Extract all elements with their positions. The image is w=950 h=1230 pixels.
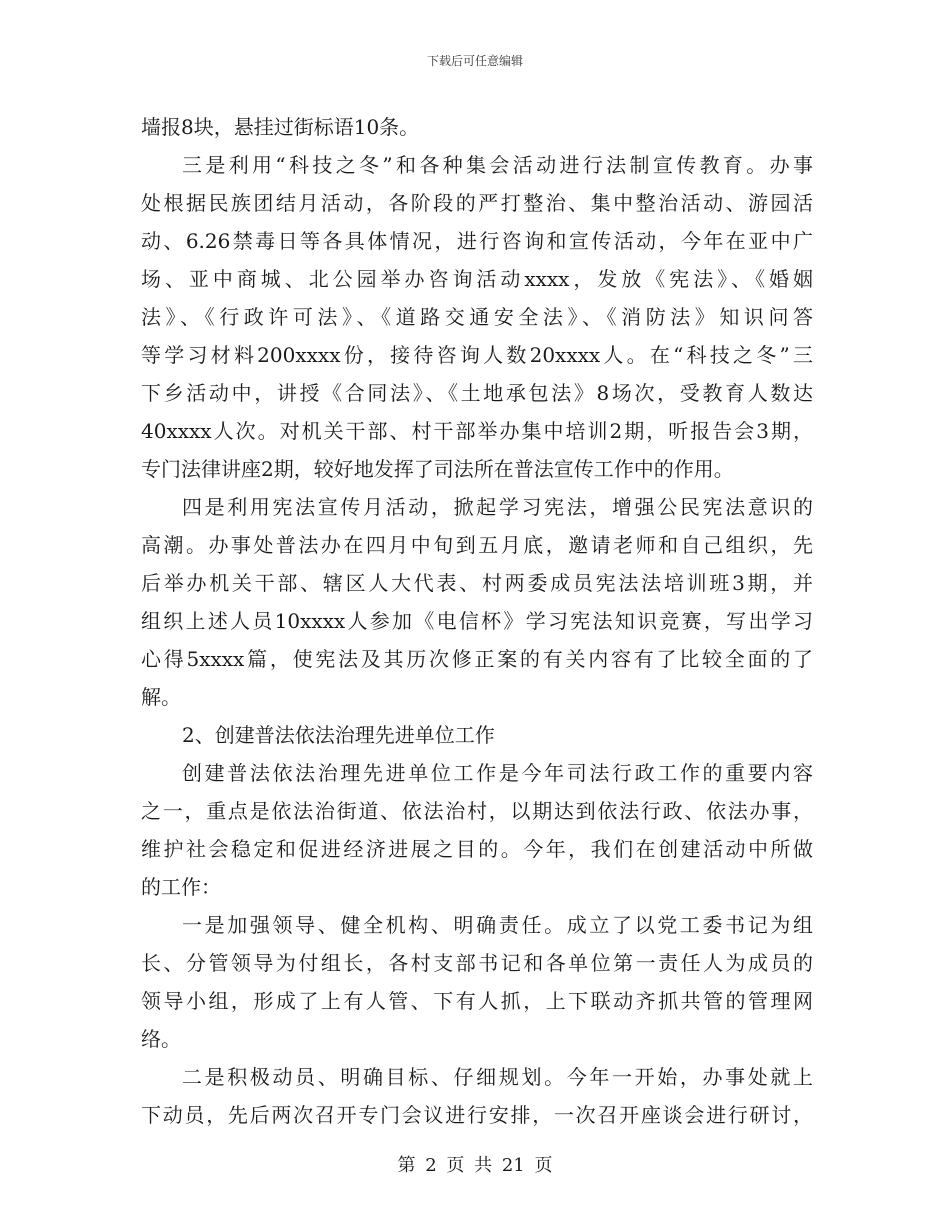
text-line-4: 动、6.26禁毒日等各具体情况，进行咨询和宣传活动，今年在亚中广 <box>141 229 813 253</box>
text-line-23: 长、分管领导为付组长，各村支部书记和各单位第一责任人为成员的 <box>141 951 813 975</box>
text-line-27: 下动员，先后两次召开专门会议进行安排，一次召开座谈会进行研讨， <box>141 1103 813 1127</box>
document-body <box>141 108 813 1134</box>
text-line-13: 后举办机关干部、辖区人大代表、村两委成员宪法法培训班3期，并 <box>141 571 813 595</box>
section-heading: 2、创建普法依法治理先进单位工作 <box>182 723 495 747</box>
text-line-12: 高潮。办事处普法办在四月中旬到五月底，邀请老师和自己组织，先 <box>141 533 813 557</box>
text-line-18: 创建普法依法治理先进单位工作是今年司法行政工作的重要内容 <box>182 761 813 785</box>
text-line-1: 墙报8块，悬挂过街标语10条。 <box>141 115 420 139</box>
text-line-25: 络。 <box>141 1027 181 1051</box>
text-line-14: 组织上述人员10xxxx人参加《电信杯》学习宪法知识竞赛，写出学习 <box>141 609 813 633</box>
text-line-5: 场、亚中商城、北公园举办咨询活动xxxx，发放《宪法》、《婚姻 <box>141 267 813 291</box>
page-header-note: 下载后可任意编辑 <box>426 54 523 68</box>
text-line-2: 三是利用“科技之冬”和各种集会活动进行法制宣传教育。办事 <box>182 153 813 177</box>
text-line-16: 解。 <box>141 685 181 709</box>
text-line-6: 法》、《行政许可法》、《道路交通安全法》、《消防法》知识问答 <box>141 305 813 329</box>
page-number-footer: 第 2 页 共 21 页 <box>397 1155 553 1176</box>
text-line-3: 处根据民族团结月活动，各阶段的严打整治、集中整治活动、游园活 <box>141 191 813 215</box>
text-line-10: 专门法律讲座2期，较好地发挥了司法所在普法宣传工作中的作用。 <box>141 457 734 481</box>
text-line-22: 一是加强领导、健全机构、明确责任。成立了以党工委书记为组 <box>182 913 813 937</box>
text-line-21: 的工作： <box>141 875 221 899</box>
text-line-8: 下乡活动中，讲授《合同法》、《土地承包法》8场次，受教育人数达 <box>141 381 813 405</box>
text-line-26: 二是积极动员、明确目标、仔细规划。今年一开始，办事处就上 <box>182 1065 813 1089</box>
text-line-24: 领导小组，形成了上有人管、下有人抓，上下联动齐抓共管的管理网 <box>141 989 813 1013</box>
text-line-15: 心得5xxxx篇，使宪法及其历次修正案的有关内容有了比较全面的了 <box>141 647 813 671</box>
text-line-9: 40xxxx人次。对机关干部、村干部举办集中培训2期，听报告会3期， <box>141 419 813 443</box>
text-line-7: 等学习材料200xxxx份，接待咨询人数20xxxx人。在“科技之冬”三 <box>141 343 813 367</box>
text-line-20: 维护社会稳定和促进经济进展之目的。今年，我们在创建活动中所做 <box>141 837 813 861</box>
text-line-19: 之一，重点是依法治街道、依法治村，以期达到依法行政、依法办事， <box>141 799 813 823</box>
text-line-11: 四是利用宪法宣传月活动，掀起学习宪法，增强公民宪法意识的 <box>182 495 813 519</box>
